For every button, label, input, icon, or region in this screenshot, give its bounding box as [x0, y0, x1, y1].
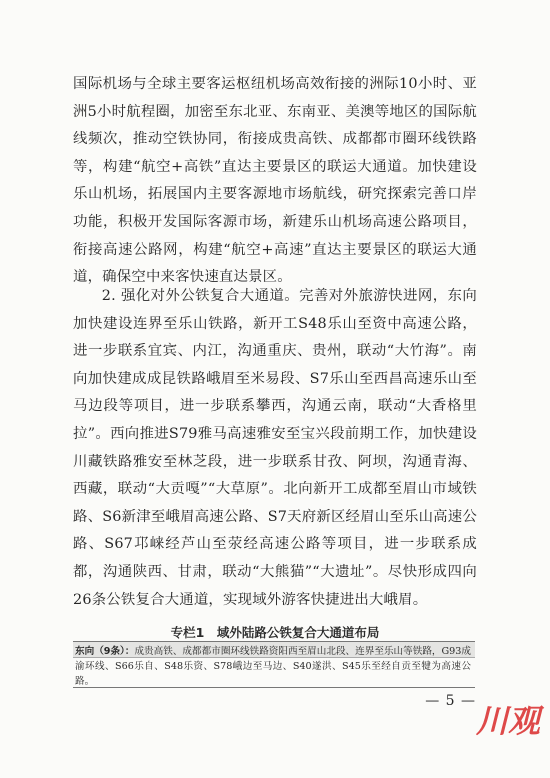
sidebar-box-body: 成贵高铁、成都都市圈环线铁路资阳西至眉山北段、连界至乐山等铁路，G93成渝环线、S66乐自、S48乐资、S78峨边至马边、S40遂洪、S45乐至经自贡至犍为高速公路。	[75, 646, 471, 687]
sidebar-box-label: 东向（9条）：	[75, 646, 135, 657]
body-paragraph: 国际机场与全球主要客运枢纽机场高效衔接的洲际10小时、亚洲5小时航程圈，加密至东北亚、东南亚、美澳等地区的国际航线频次，推动空铁协同，衔接成贵高铁、成都都市圈环线铁路等，构建“航空+高铁”直达主要景区的联运大通道。加快建设乐山机场，拓展国内主要客源地市场航线，研究探索完善口岸功能，积极开发国际客源市场，新建乐山机场高速公路项目，衔接高速公路网，构建“航空+高速”直达主要景区的联运大通道，确保空中来客快速直达景区。	[73, 76, 477, 286]
page-number: — 5 —	[425, 693, 476, 709]
sidebar-box-text	[75, 644, 471, 689]
sidebar-box	[73, 641, 475, 688]
logo-watermark-text: 川观	[475, 702, 541, 740]
chuanguan-logo-icon	[470, 694, 546, 742]
sidebar-box-title: 专栏1 域外陆路公铁复合大通道布局	[170, 625, 380, 640]
body-paragraph: 2. 强化对外公铁复合大通道。完善对外旅游快进网，东向加快建设连界至乐山铁路，新开工S48乐山至资中高速公路，进一步联系宜宾、内江，沟通重庆、贵州，联动“大竹海”。南向加快建成成昆铁路峨眉至米易段、S7乐山至西昌高速乐山至马边段等项目，进一步联系攀西，沟通云南，联动“大香格里拉”。西向推进S79雅马高速雅安至宝兴段前期工作，加快建设川藏铁路雅安至林芝段，进一步联系甘孜、阿坝，沟通青海、西藏，联动“大贡嘎”“大草原”。北向新开工成都至眉山市域铁路、S6新津至峨眉高速公路、S7天府新区经眉山至乐山高速公路、S67邛崃经芦山至荥经高速公路等项目，进一步联系成都，沟通陕西、甘肃，联动“大熊猫”“大遗址”。尽快形成四向26条公铁复合大通道，实现域外游客快捷进出大峨眉。	[73, 288, 477, 608]
